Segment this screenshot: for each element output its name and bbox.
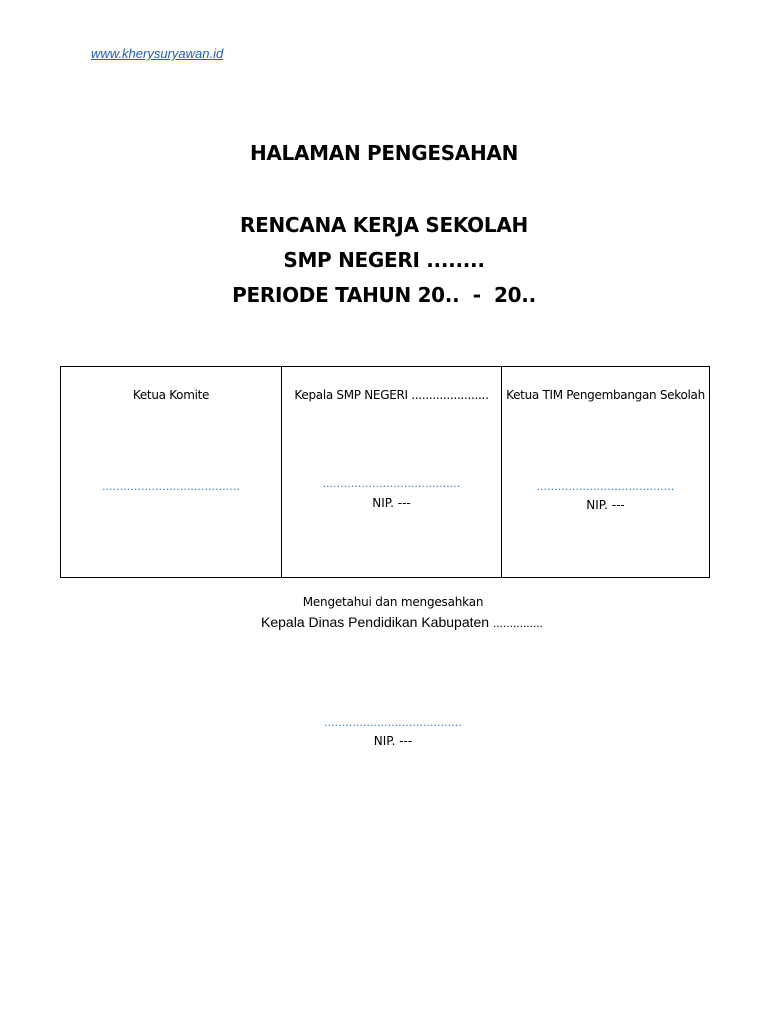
signature-nip: NIP. ---	[586, 498, 625, 512]
page-title: HALAMAN PENGESAHAN	[249, 141, 519, 165]
signature-role-label: Ketua TIM Pengembangan Sekolah	[506, 388, 705, 402]
approval-nip: NIP. ---	[373, 734, 413, 748]
signature-cell-ketua-komite	[61, 367, 282, 577]
approval-authority-label: Kepala Dinas Pendidikan Kabupaten	[261, 614, 490, 630]
approval-heading: Mengetahui dan mengesahkan	[302, 595, 484, 609]
signature-name-placeholder: .......................................	[102, 479, 240, 493]
signature-role-label: Kepala SMP NEGERI ......................	[294, 388, 489, 402]
school-name: SMP NEGERI ........	[283, 248, 485, 272]
signature-name-placeholder: .......................................	[536, 479, 675, 493]
signature-cell-kepala-sekolah	[282, 367, 502, 577]
website-link[interactable]: www.kherysuryawan.id	[91, 46, 224, 61]
signature-cell-ketua-tim	[502, 367, 709, 577]
signature-role-label: Ketua Komite	[132, 388, 210, 402]
signature-nip: NIP. ---	[372, 496, 411, 510]
period-title: PERIODE TAHUN 20.. - 20..	[232, 283, 536, 307]
approval-authority-dots: ...............	[492, 616, 543, 630]
signature-table	[60, 366, 710, 578]
approval-authority	[0, 614, 768, 630]
signature-name-placeholder: .......................................	[322, 476, 461, 490]
document-title: RENCANA KERJA SEKOLAH	[240, 213, 528, 237]
approval-name-placeholder: .......................................	[324, 715, 462, 729]
